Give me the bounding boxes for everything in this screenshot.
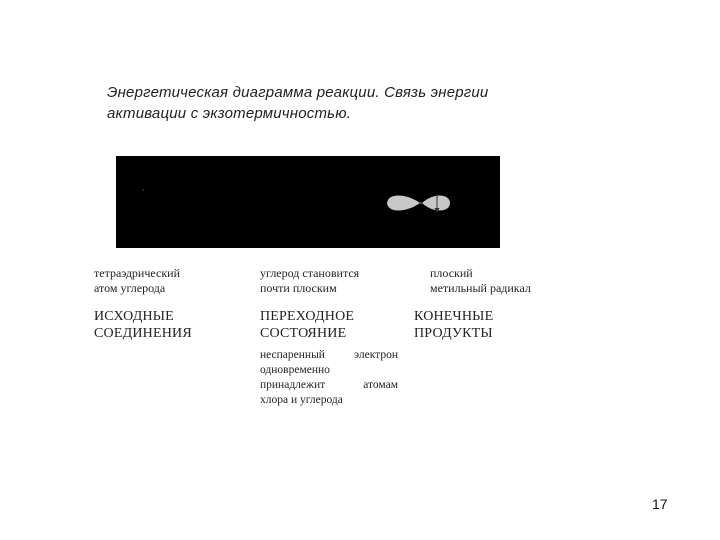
faint-dot bbox=[142, 189, 144, 191]
heading-reactants bbox=[94, 308, 254, 342]
note-line-2: одновременно bbox=[260, 364, 330, 376]
heading-reactants-line-1: ИСХОДНЫЕ bbox=[94, 309, 174, 324]
caption-products-line-2: метильный радикал bbox=[430, 281, 531, 295]
caption-products-line-1: плоский bbox=[430, 266, 473, 280]
caption-transition-line-2: почти плоским bbox=[260, 281, 337, 295]
caption-transition-state bbox=[260, 266, 410, 296]
heading-transition-line-1: ПЕРЕХОДНОЕ bbox=[260, 309, 355, 324]
note-line-3: принадлежит атомам bbox=[260, 379, 398, 391]
orbital-drawing bbox=[116, 156, 500, 248]
unpaired-electron-note bbox=[260, 348, 398, 408]
heading-transition-line-2: СОСТОЯНИЕ bbox=[260, 326, 347, 341]
note-line-4: хлора и углерода bbox=[260, 394, 343, 406]
caption-reactants-line-2: атом углерода bbox=[94, 281, 166, 295]
reaction-diagram-image bbox=[116, 156, 500, 248]
heading-products-line-2: ПРОДУКТЫ bbox=[414, 326, 493, 341]
slide-title bbox=[107, 82, 577, 124]
caption-products bbox=[430, 266, 580, 296]
carbon-center bbox=[420, 202, 423, 205]
caption-reactants bbox=[94, 266, 244, 296]
heading-products-line-1: КОНЕЧНЫЕ bbox=[414, 309, 494, 324]
heading-products bbox=[414, 308, 564, 342]
slide-title-line-1: Энергетическая диаграмма реакции. Связь энергии bbox=[107, 84, 489, 101]
slide-title-line-2: активации с экзотермичностью. bbox=[107, 105, 352, 122]
heading-transition-state bbox=[260, 308, 410, 342]
heading-reactants-line-2: СОЕДИНЕНИЯ bbox=[94, 326, 192, 341]
caption-reactants-line-1: тетраэдрический bbox=[94, 266, 181, 280]
caption-transition-line-1: углерод становится bbox=[260, 266, 360, 280]
note-line-1: неспаренный электрон bbox=[260, 349, 398, 361]
page-number: 17 bbox=[652, 496, 668, 512]
